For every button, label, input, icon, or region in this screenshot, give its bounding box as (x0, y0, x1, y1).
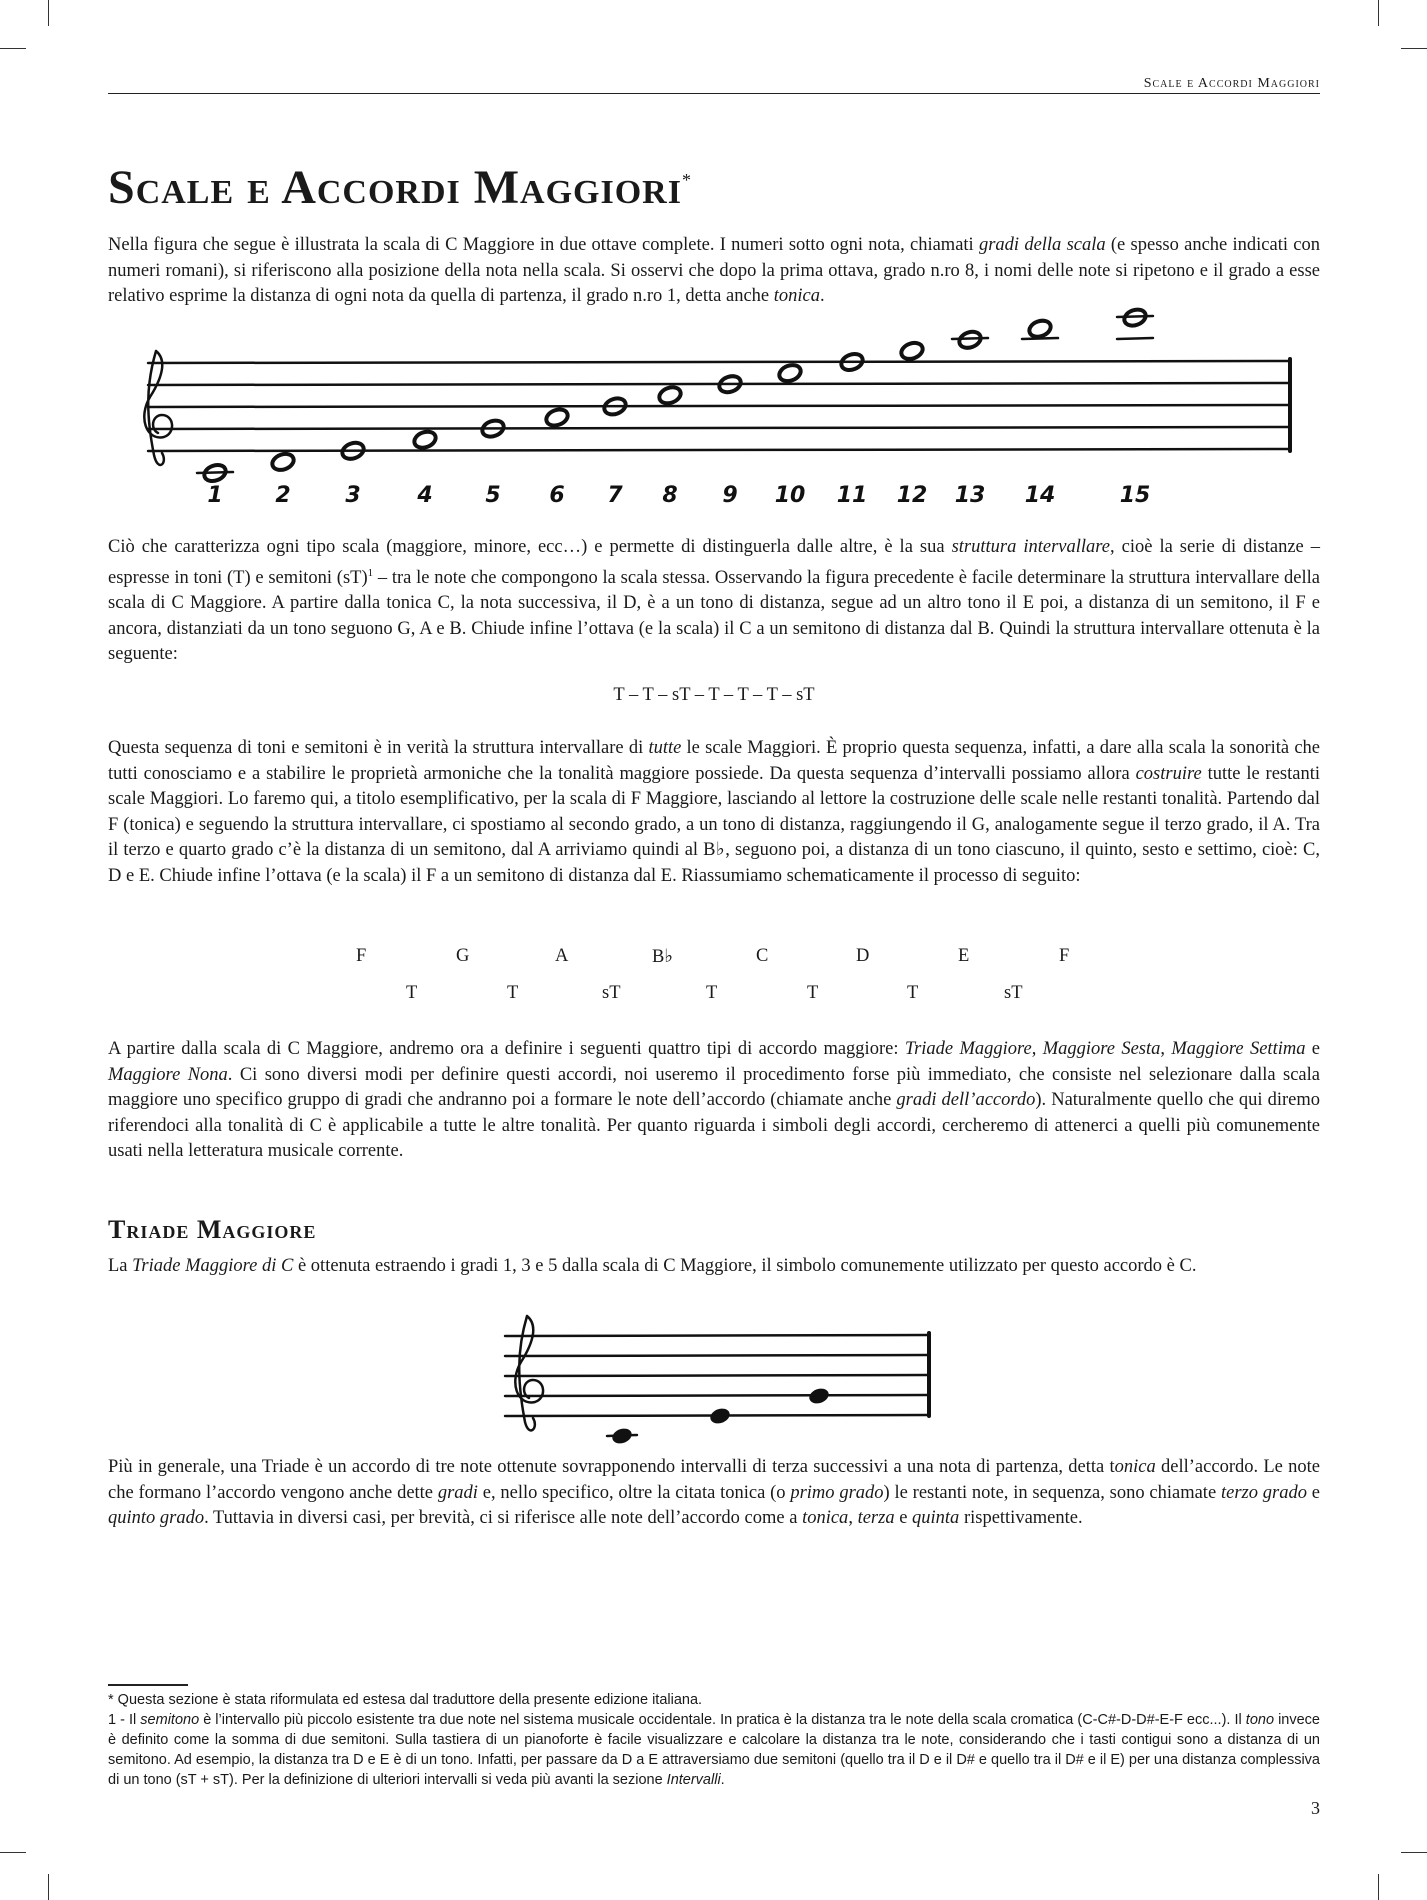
scale-degree-label: 5 (485, 483, 501, 508)
scale-note (777, 362, 803, 384)
f-scale-note: C (756, 946, 769, 966)
f-scale-interval: sT (1004, 983, 1023, 1003)
scale-note (1027, 318, 1053, 340)
footnote-star: * Questa sezione è stata riformulata ed estesa dal traduttore della presente edizione italiana. (108, 1692, 703, 1708)
scale-note (544, 407, 570, 429)
scale-notes (197, 307, 1153, 484)
crop-mark (0, 48, 26, 49)
chords-paragraph: A partire dalla scala di C Maggiore, andremo ora a definire i seguenti quattro tipi di accordo maggiore: Triade Maggiore, Maggiore Sesta, Maggiore Settima e Maggiore Nona. Ci sono diversi modi per definire questi accordi, noi useremo il procedimento forse più immediato, che consiste nel selezionare dalla scala maggiore uno specifico gruppo di gradi che andranno poi a formare le note dell’accordo (chiamate anche gradi dell’accordo). Naturalmente quello che qui diremo riferendoci alla tonalità di C è applicabile a tutte le altre tonalità. Per quanto riguarda i simboli degli accordi, cercheremo di attenerci a quelli più comunemente usati nella letteratura musicale corrente. (108, 1039, 1321, 1161)
crop-mark (48, 1874, 49, 1900)
scale-degree-labels (207, 483, 1150, 508)
scale-degree-label: 10 (774, 483, 806, 508)
scale-note (270, 451, 296, 473)
triad-note-c (610, 1426, 634, 1446)
crop-mark (1378, 0, 1379, 26)
f-scale-note: D (856, 946, 870, 966)
scale-note (412, 429, 438, 451)
scale-degree-label: 11 (836, 483, 868, 508)
page-title-text: Scale e Accordi Maggiori (108, 161, 682, 214)
staff-lines (505, 1333, 929, 1416)
scale-degree-label: 15 (1119, 483, 1151, 508)
f-scale-note: E (958, 946, 970, 966)
staff-lines (148, 359, 1290, 451)
general-paragraph: Più in generale, una Triade è un accordo di tre note ottenute sovrapponendo intervalli di terza successivi a una nota di partenza, detta tonica dell’accordo. Le note che formano l’accordo vengono anche dette gradi e, nello specifico, oltre la citata tonica (o primo grado) le restanti note, in sequenza, sono chiamate terzo grado e quinto grado. Tuttavia in diversi casi, per brevità, ci si riferisce alle note dell’accordo come a tonica, terza e quinta rispettivamente. (108, 1457, 1321, 1528)
crop-mark (1401, 48, 1427, 49)
running-head: Scale e Accordi Maggiori (1143, 76, 1320, 91)
c-major-triad-figure (497, 1310, 937, 1435)
f-scale-interval: T (807, 983, 819, 1003)
page-title (108, 160, 692, 215)
f-scale-note: F (1059, 946, 1070, 966)
f-scale-note: B♭ (652, 947, 674, 967)
page-number: 3 (1311, 1798, 1320, 1818)
scale-degree-label: 1 (207, 483, 223, 508)
c-major-scale-figure (140, 345, 1300, 510)
scale-note (899, 340, 925, 362)
section-title: Triade Maggiore (108, 1215, 317, 1244)
intro-paragraph: Nella figura che segue è illustrata la scala di C Maggiore in due ottave complete. I numeri sotto ogni nota, chiamati gradi della scala (e spesso anche indicati con numeri romani), si riferiscono alla posizione della nota nella scala. Si osservi che dopo la prima ottava, grado n.ro 8, i nomi delle note si ripetono e il grado a esse relativo esprime la distanza di ogni nota da quella di partenza, il grado n.ro 1, detta anche tonica. (108, 235, 1320, 306)
f-scale-note: G (456, 946, 470, 966)
footnote-rule (108, 1684, 188, 1686)
scale-degree-label: 13 (954, 483, 986, 508)
scale-note (957, 329, 983, 351)
scale-note (657, 384, 683, 406)
triad-note-g (807, 1386, 831, 1406)
footnote-ref-1: 1 (367, 566, 374, 579)
f-scale-interval: T (706, 983, 718, 1003)
f-scale-note: A (555, 946, 569, 966)
footnote-1: 1 - Il semitono è l’intervallo più piccolo esistente tra due note nel sistema musicale occidentale. In pratica è la distanza tra le note della scala cromatica (C-C#-D-D#-E-F ecc...). Il tono invece è definito come la somma di due semitoni. Sulla tastiera di un pianoforte è facile visualizzare e calcolare la distanza tra le note, considerando che i tasti contigui sono a distanza di un semitono. Ad esempio, la distanza tra D e E è di un tono. Infatti, per passare da D a E attraversiamo due semitoni (quello tra il D e il D# e quello tra il D# e il E) per una distanza complessiva di un tono (sT + sT). Per la definizione di ulteriori intervalli si veda più avanti la sezione Intervalli. (108, 1712, 1320, 1788)
crop-mark (48, 0, 49, 26)
f-scale-interval: T (907, 983, 919, 1003)
triad-note-e (708, 1406, 732, 1426)
scale-degree-label: 7 (607, 483, 623, 508)
f-scale-note: F (356, 946, 367, 966)
treble-clef-icon (515, 1316, 543, 1430)
crop-mark (1401, 1852, 1427, 1853)
f-major-paragraph: Questa sequenza di toni e semitoni è in verità la struttura intervallare di tutte le scale Maggiori. È proprio questa sequenza, infatti, a dare alla scala la sonorità che tutti conosciamo e a stabilire le proprietà armoniche che la tonalità maggiore possiede. Da questa sequenza d’intervalli possiamo allora costruire tutte le restanti scale Maggiori. Lo faremo qui, a titolo esemplificativo, per la scala di F Maggiore, lasciando al lettore la costruzione delle scale nelle restanti tonalità. Partendo dal F (tonica) e seguendo la struttura intervallare, ci spostiamo al secondo grado, a un tono di distanza, raggiungendo il G, analogamente segue il terzo grado, il A. Tra il terzo e quarto grado c’è la distanza di un semitono, dal A arriviamo quindi al B♭, seguono poi, a distanza di un tono ciascuno, il quinto, sesto e settimo, cioè: C, D e E. Chiude infine l’ottava (e la scala) il F a un semitono di distanza dal E. Riassumiamo schematicamente il processo di seguito: (108, 738, 1320, 886)
f-scale-interval: sT (602, 983, 621, 1003)
scale-degree-label: 6 (549, 483, 565, 508)
scale-degree-label: 14 (1024, 483, 1056, 508)
triad-paragraph: La Triade Maggiore di C è ottenuta estraendo i gradi 1, 3 e 5 dalla scala di C Maggiore, il simbolo comunemente utilizzato per questo accordo è C. (108, 1256, 1197, 1276)
crop-mark (0, 1852, 26, 1853)
interval-sequence: T – T – sT – T – T – T – sT (613, 685, 815, 705)
scale-degree-label: 12 (896, 483, 928, 508)
scale-degree-label: 4 (417, 483, 433, 508)
header-rule (108, 93, 1320, 94)
title-footnote-mark: * (681, 170, 692, 190)
scale-degree-label: 2 (275, 483, 291, 508)
f-scale-interval: T (406, 983, 418, 1003)
scale-degree-label: 9 (722, 483, 738, 508)
scale-degree-label: 8 (662, 483, 678, 508)
structure-paragraph: Ciò che caratterizza ogni tipo scala (maggiore, minore, ecc…) e permette di distinguerla dalle altre, è la sua struttura intervallare, cioè la serie di distanze – espresse in toni (T) e semitoni (sT)$^1$ – tra le note che compongono la scala stessa. Osservando la figura precedente è facile determinare la struttura intervallare della scala di C Maggiore. A partire dalla tonica C, la nota successiva, il D, è a un tono di distanza, segue ad un altro tono il E poi, a distanza di un semitono, il F e ancora, distanziati da un tono seguono G, A e B. Chiude infine l’ottava (e la scala) il C a un semitono di distanza dal B. Quindi la struttura intervallare ottenuta è la seguente: (108, 537, 1321, 665)
ledger-line (1117, 338, 1153, 339)
scale-degree-label: 3 (345, 483, 361, 508)
f-scale-interval: T (507, 983, 519, 1003)
crop-mark (1378, 1874, 1379, 1900)
